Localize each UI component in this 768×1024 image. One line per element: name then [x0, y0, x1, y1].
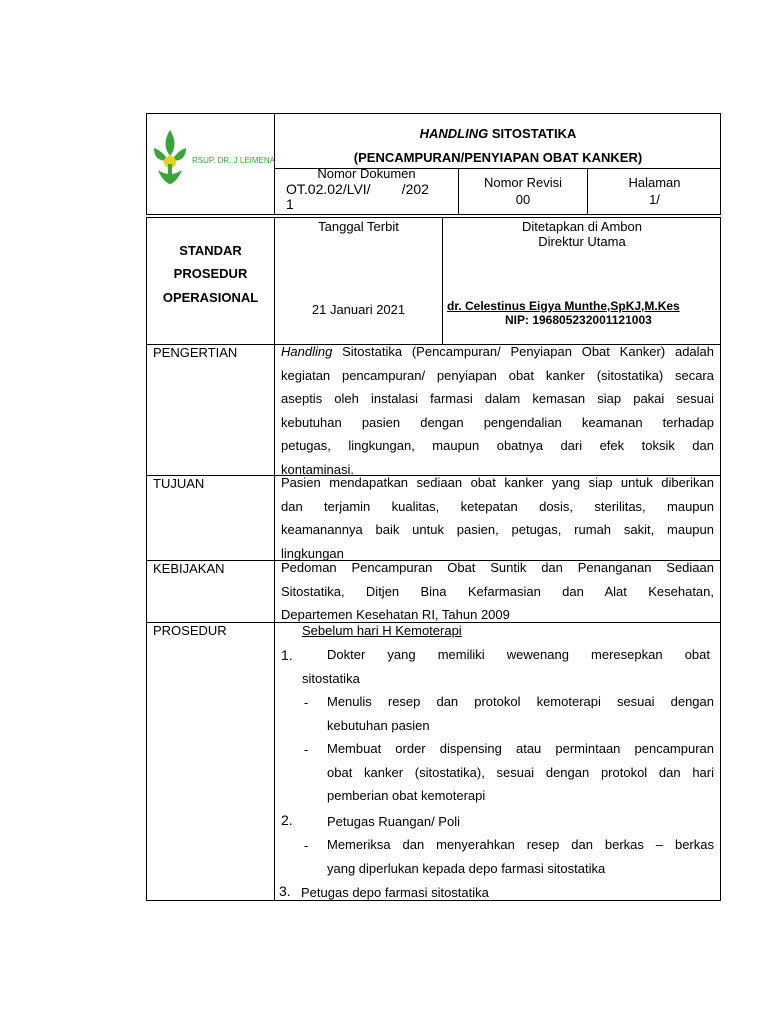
issue-date-label: Tanggal Terbit [318, 219, 399, 234]
item1-text: Dokter yang memiliki wewenang meresepkan obat [327, 647, 710, 662]
logo-text: RSUP. DR. J LEIMENA [192, 156, 275, 165]
kebijakan-text [281, 556, 714, 627]
item1-text-cont: sitostatika [302, 671, 360, 686]
tujuan-line: dan terjamin kualitas, ketepatan dosis, sterilitas, maupun [281, 498, 714, 514]
sop-label-divider [274, 217, 275, 901]
item-number: 3. [279, 883, 291, 899]
hospital-logo [150, 126, 275, 188]
item3-text: Petugas depo farmasi sitostatika [301, 885, 489, 900]
sub3-text: Memeriksa dan menyerahkan resep dan berkas – berkas yang diperlukan kepada depo farmasi sitostatika [327, 837, 714, 876]
doc-number-label: Nomor Dokumen [317, 166, 416, 181]
kebijakan-line: Pedoman Pencampuran Obat Suntik dan Penanganan Sediaan [281, 560, 714, 575]
tujuan-text [281, 471, 714, 565]
sop-label-line1: STANDAR [179, 243, 242, 258]
tujuan-line: lingkungan [281, 545, 344, 561]
prosedur-label: PROSEDUR [153, 623, 227, 638]
item-number: 1. [281, 647, 293, 663]
dash-bullet: - [304, 838, 309, 853]
page-value: 1/ [649, 192, 660, 207]
title-rest: SITOSTATIKA [488, 126, 577, 141]
dash-bullet: - [304, 742, 309, 757]
set-at-text: Ditetapkan di Ambon [522, 219, 642, 234]
document-subtitle: (PENCAMPURAN/PENYIAPAN OBAT KANKER) [353, 150, 643, 165]
kebijakan-line: Departemen Kesehatan RI, Tahun 2009 [281, 607, 510, 622]
director-nip: NIP: 196805232001121003 [505, 313, 652, 327]
kebijakan-line: Sitostatika, Ditjen Bina Kefarmasian dan Alat Kesehatan, [281, 583, 714, 599]
hospital-emblem-icon [150, 126, 190, 188]
pengertian-line: kegiatan pencampuran/ penyiapan obat kanker (sitostatika) secara [281, 367, 714, 383]
tujuan-label: TUJUAN [153, 476, 205, 491]
tujuan-line: keamanannya baik untuk pasien, petugas, rumah sakit, maupun [281, 522, 714, 537]
page-label: Halaman [628, 175, 681, 190]
pengertian-label: PENGERTIAN [153, 345, 238, 360]
title-italic: HANDLING [419, 126, 489, 141]
item2-text: Petugas Ruangan/ Poli [327, 814, 460, 829]
item-number: 2. [281, 812, 293, 828]
revision-value: 00 [515, 192, 531, 207]
document-title [275, 126, 721, 141]
sub1-text: Menulis resep dan protokol kemoterapi sesuai dengan kebutuhan pasien [327, 694, 714, 733]
sub2-text: Membuat order dispensing atau permintaan pencampuran obat kanker (sitostatika), sesuai dengan protokol dan hari pemberian obat kemoterapi [327, 741, 714, 803]
pengertian-line: kebutuhan pasien dengan pengendalian keamanan terhadap [281, 414, 714, 430]
pengertian-line: aseptis oleh instalasi farmasi dalam kemasan siap pakai sesuai [281, 391, 714, 406]
issue-date-value: 21 Januari 2021 [311, 302, 406, 317]
pengertian-line: Handling Sitostatika (Pencampuran/ Penyiapan Obat Kanker) adalah [281, 344, 714, 359]
pengertian-line: petugas, lingkungan, maupun obatnya dari efek toksik dan [281, 438, 714, 453]
pengertian-italic: Handling [281, 344, 333, 359]
dash-bullet: - [304, 695, 309, 710]
tujuan-line: Pasien mendapatkan sediaan obat kanker yang siap untuk diberikan [281, 475, 714, 490]
sop-label-line3: OPERASIONAL [162, 290, 259, 305]
director-name: dr. Celestinus Eigya Munthe,SpKJ,M.Kes [447, 299, 680, 313]
sop-label-line2: PROSEDUR [173, 266, 248, 281]
revision-label: Nomor Revisi [483, 175, 562, 190]
pengertian-line: kontaminasi. [281, 461, 354, 477]
prosedur-heading: Sebelum hari H Kemoterapi [302, 623, 462, 638]
doc-number-value: OT.02.02/LVI/ /202 [286, 181, 429, 197]
doc-number-value-cont: 1 [286, 196, 294, 212]
kebijakan-label: KEBIJAKAN [153, 561, 225, 576]
pengertian-text [281, 340, 714, 481]
director-title: Direktur Utama [538, 234, 626, 249]
